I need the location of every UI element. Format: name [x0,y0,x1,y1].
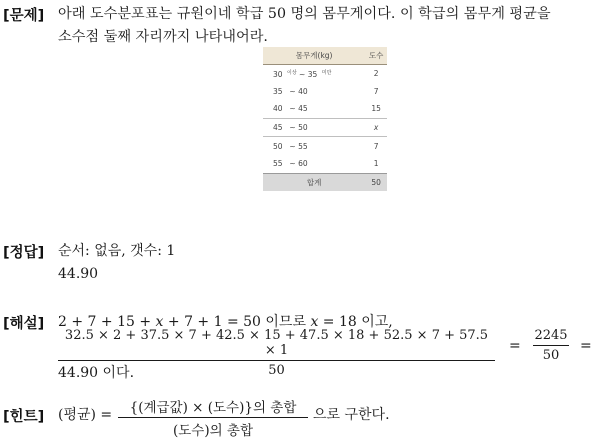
total-value: 50 [365,173,387,191]
fraction-denominator: (도수)의 총합 [172,423,254,439]
table-total-row [263,173,387,191]
answer-value: 44.90 [58,266,99,282]
class-interval: 30 $^{이상}$ ~ 35 $^{미만}$ [273,69,332,79]
class-to: 40 [298,86,308,96]
problem-text-line1: 아래 도수분포표는 규원이네 학급 50 명의 몸무게이다. 이 학급의 몸무게 평균을 [58,6,551,22]
solution-eq-end: = 18 이고, [318,314,393,330]
class-frequency: x [365,118,387,137]
class-to: 50 [298,123,308,133]
table-row [263,83,387,101]
class-from: 40 [273,104,283,114]
solution-fraction-result [533,328,569,363]
fraction-numerator: 2245 [534,328,568,343]
class-frequency: 2 [373,69,379,79]
class-to: 55 [298,141,308,151]
class-sup-to: 미만 [321,69,332,76]
fraction-numerator: {(계급값) × (도수)}의 총합 [129,400,297,416]
variable-x: x [310,314,319,330]
class-from: 35 [273,86,283,96]
table-row [263,137,387,155]
header-frequency: 도수 [365,47,387,65]
class-from: 50 [273,141,283,151]
class-to: 60 [298,159,308,169]
problem-text-line2: 소수점 둘째 자리까지 나타내어라. [58,29,268,45]
class-from: 30 [273,69,283,79]
total-label: 합계 [263,173,365,191]
variable-x: x [155,314,164,330]
class-sup-from: 이상 [287,69,297,76]
class-interval: 40 ~ 45 [263,100,365,118]
frequency-table [263,47,387,191]
class-from: 45 [273,123,283,133]
table-row [263,65,387,83]
answer-text: 순서: 없음, 갯수: 1 [58,243,176,259]
class-to: 45 [298,104,308,114]
table-row [263,100,387,118]
equals-sign: = [580,338,592,354]
class-interval: 35 ~ 40 [263,83,365,101]
problem-label: [문제] [3,8,45,24]
solution-eq-mid: + 7 + 1 = 50 이므로 [163,314,311,330]
hint-rhs: 으로 구한다. [313,407,390,423]
table-row [263,155,387,173]
class-interval: 50 ~ 55 [263,137,365,155]
answer-label: [정답] [3,245,45,261]
class-from: 55 [273,159,283,169]
class-frequency: 7 [373,86,379,96]
class-frequency: 1 [373,159,379,169]
table-header-row [263,47,387,65]
solution-eq-start: 2 + 7 + 15 + [58,314,156,330]
header-weight: 몸무게(kg) [263,47,365,65]
class-frequency: 15 [371,104,381,114]
class-frequency: 7 [365,137,387,155]
fraction-denominator: 50 [268,363,285,378]
class-to: 35 [307,69,318,79]
solution-label: [해설] [3,316,45,332]
fraction-numerator: 32.5 × 2 + 37.5 × 7 + 42.5 × 15 + 47.5 × 18 + 52.5 × 7 + 57.5 × 1 [64,328,489,358]
class-interval: 45 ~ 50 [263,118,365,137]
fraction-denominator: 50 [542,348,560,363]
class-interval: 55 ~ 60 [263,155,365,173]
table-row [263,118,387,137]
hint-label: [힌트] [3,409,45,425]
hint-lhs: (평균) = [58,407,113,423]
hint-fraction [118,396,308,439]
solution-line3: 44.90 이다. [58,365,135,381]
equals-sign: = [509,338,521,354]
